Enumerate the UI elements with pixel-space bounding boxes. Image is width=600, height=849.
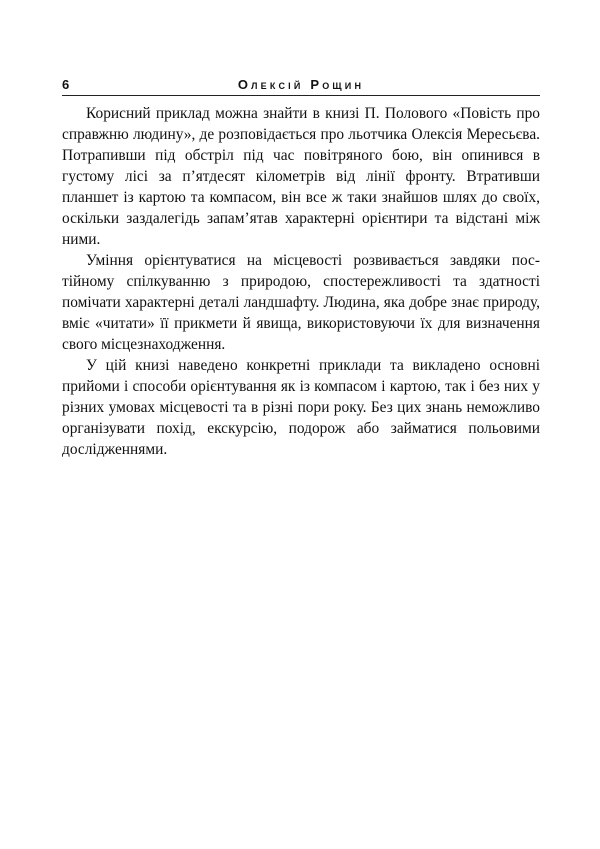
running-header-title: Олексій Рощин xyxy=(237,77,365,92)
page-number: 6 xyxy=(62,77,70,92)
running-header xyxy=(62,77,540,96)
paragraph: У цій книзі наведено конкретні приклади та викладено основні прийоми і способи орієнтування як із компасом і картою, так і без них у різних умовах місцевості та в різні пори року. Без цих знань неможливо організувати похід, екскурсію, подорож або займатися польовими дослідженнями. xyxy=(62,357,540,458)
body-text xyxy=(62,103,540,460)
paragraph: Уміння орієнтуватися на місцевості розвивається завдяки постійному спілкуванню з природою, спостережливості та здатності помічати характерні деталі ландшафту. Людина, яка добре знає природу, вміє «читати» її прикмети й явища, використовуючи їх для визначення свого місцезнаходження. xyxy=(62,252,540,353)
paragraph: Корисний приклад можна знайти в книзі П. Полового «Повість про справжню людину», де розповідається про льотчика Олексія Мересьєва. Потрапивши під обстріл під час повітряного бою, він опинився в густому лісі за п’ятдесят кілометрів від лінії фронту. Втративши планшет із картою та компасом, він все ж таки знайшов шлях до своїх, оскільки заздалегідь запам’ятав характерні орієнтири та відстані між ними. xyxy=(62,105,540,248)
